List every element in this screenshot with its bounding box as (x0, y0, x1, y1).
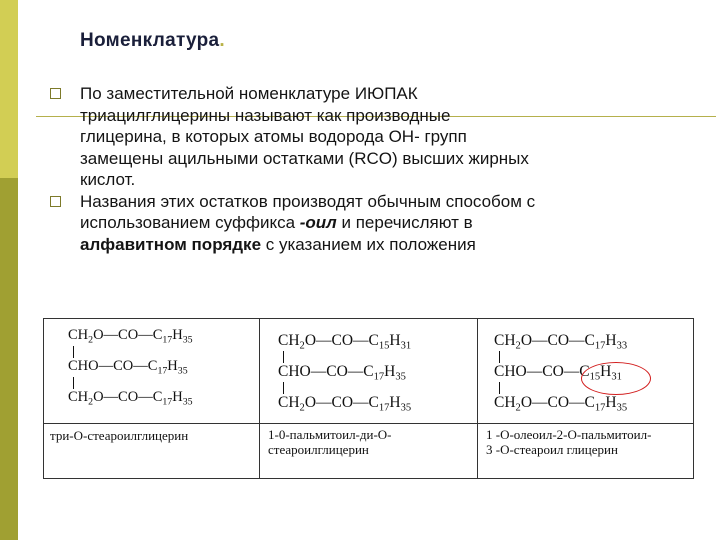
slide-title (80, 30, 225, 52)
caption-1-line-1: три-О-стеароилглицерин (50, 428, 189, 443)
bond-line (73, 346, 74, 358)
alphabetical-order-bold: алфавитном порядке (80, 234, 262, 254)
bullet-item-1 (46, 83, 696, 191)
bond-line (283, 351, 284, 363)
caption-3 (486, 427, 651, 457)
table-column-1 (44, 319, 260, 478)
table-column-2 (260, 319, 478, 478)
formula-3-line-3: $CH_2O—CO—C_{17}H_{35}$ (494, 394, 628, 414)
suffix-oil: -оил (299, 213, 337, 232)
bond-line (283, 382, 284, 394)
bullet-1-line-5: кислот. (80, 170, 136, 189)
left-accent-bar-top (0, 0, 18, 178)
highlight-circle (581, 362, 651, 395)
bullet-2-line-1: Названия этих остатков производят обычным способом с (80, 191, 536, 211)
bullet-1-line-1: По заместительной номенклатуре ИЮПАК (80, 84, 418, 103)
square-bullet-icon (50, 88, 61, 99)
formula-2-line-1: $CH_2O—CO—C_{15}H_{31}$ (278, 332, 412, 352)
formula-3-line-2: $CHO—CO—C_{15}H_{31}$ (494, 363, 622, 383)
caption-2-line-1: 1-0-пальмитоил-ди-О- (268, 427, 392, 442)
slide-title-text: Номенклатура (80, 30, 220, 51)
bullet-1-line-3: глицерина, в которых атомы водорода ОН- групп (80, 127, 467, 146)
bullet-1-line-2: триацилглицерины называют как производные (80, 105, 451, 125)
formula-2-line-3: $CH_2O—CO—C_{17}H_{35}$ (278, 394, 412, 414)
table-column-3 (478, 319, 693, 478)
formula-table (43, 318, 694, 479)
caption-3-line-2: 3 -О-стеароил глицерин (486, 442, 618, 457)
caption-3-line-1: 1 -О-олеоил-2-О-пальмитоил- (486, 427, 652, 442)
bullet-2-line-3-post: с указанием их положения (261, 234, 476, 254)
bullet-2-line-2 (80, 212, 696, 234)
left-accent-bar-bottom (0, 178, 18, 540)
bond-line (499, 382, 500, 394)
caption-1 (50, 428, 188, 443)
bond-line (499, 351, 500, 363)
bond-line (73, 377, 74, 389)
bullet-2-line-2-post: и перечисляют в (336, 213, 473, 232)
slide-title-dot: . (219, 30, 226, 51)
bullet-2-line-3 (80, 234, 696, 256)
formula-1-line-1: $CH_2O—CO—C_{17}H_{35}$ (68, 327, 193, 346)
formula-1-line-3: $CH_2O—CO—C_{17}H_{35}$ (68, 389, 193, 408)
formula-3-line-1: $CH_2O—CO—C_{17}H_{33}$ (494, 332, 628, 352)
square-bullet-icon (50, 196, 61, 207)
bullet-1-line-4: замещены ацильными остатками (RCO) высших жирных (80, 148, 529, 168)
formula-2-line-2: $CHO—CO—C_{17}H_{35}$ (278, 363, 406, 383)
bullet-item-2 (46, 191, 696, 256)
formula-1-line-2: $CHO—CO—C_{17}H_{35}$ (68, 358, 188, 377)
bullet-list (46, 83, 696, 255)
caption-2-line-2: стеароилглицерин (268, 442, 369, 457)
caption-2 (268, 427, 392, 457)
bullet-2-line-2-pre: использованием суффикса (80, 213, 300, 232)
